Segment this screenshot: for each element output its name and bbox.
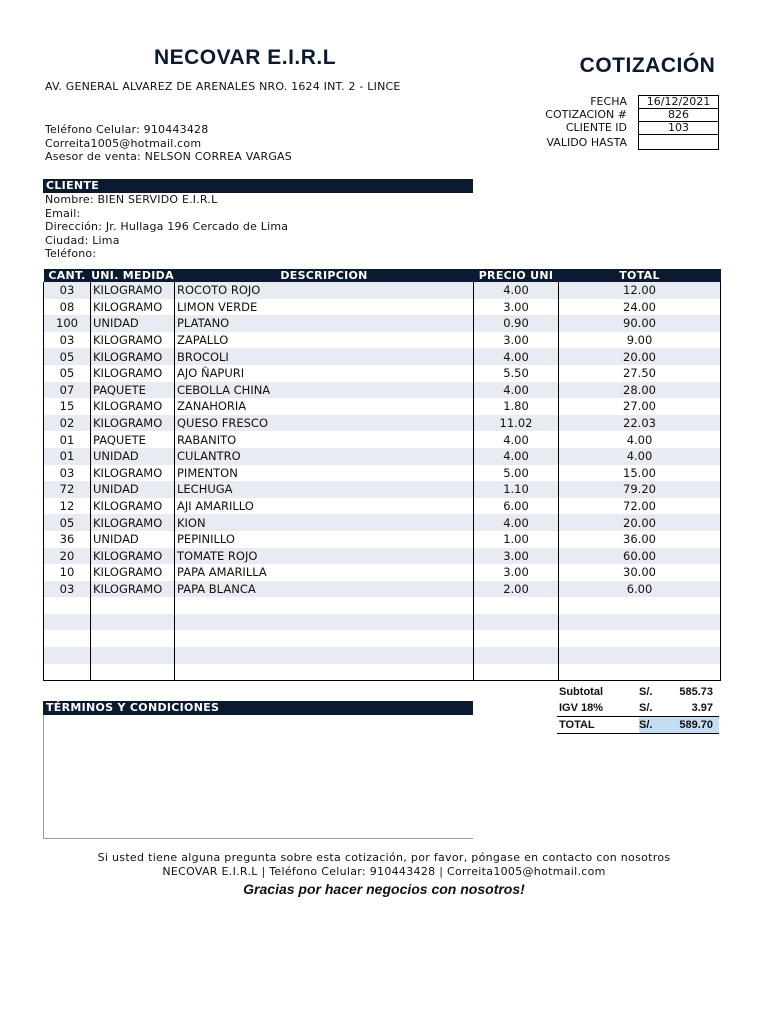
table-row bbox=[44, 514, 721, 531]
cell-unit-price bbox=[474, 664, 559, 681]
cell-unit: KILOGRAMO bbox=[91, 465, 175, 482]
cell-unit-price: 1.80 bbox=[474, 398, 559, 415]
grand-total-label: TOTAL bbox=[557, 717, 639, 734]
cell-unit: KILOGRAMO bbox=[91, 514, 175, 531]
cell-quantity: 05 bbox=[44, 348, 91, 365]
cell-unit: UNIDAD bbox=[91, 531, 175, 548]
cell-unit: KILOGRAMO bbox=[91, 498, 175, 515]
cell-description: PAPA BLANCA bbox=[175, 581, 474, 598]
table-row bbox=[44, 597, 721, 614]
tax-currency: S/. bbox=[639, 702, 653, 714]
cell-description: RABANITO bbox=[175, 431, 474, 448]
cell-unit-price: 1.00 bbox=[474, 531, 559, 548]
cell-quantity: 01 bbox=[44, 431, 91, 448]
subtotal-value: 585.73 bbox=[679, 686, 713, 698]
cell-total bbox=[559, 597, 721, 614]
table-row bbox=[44, 332, 721, 349]
cell-quantity bbox=[44, 664, 91, 681]
client-phone: Teléfono: bbox=[45, 247, 97, 260]
cell-unit-price: 3.00 bbox=[474, 548, 559, 565]
cell-unit: KILOGRAMO bbox=[91, 299, 175, 316]
subtotal-row bbox=[557, 684, 719, 700]
client-email: Email: bbox=[45, 206, 81, 220]
cell-unit-price: 3.00 bbox=[474, 332, 559, 349]
grand-total-value: 589.70 bbox=[673, 717, 719, 734]
cell-quantity: 08 bbox=[44, 299, 91, 316]
client-city: Ciudad: Lima bbox=[45, 233, 120, 247]
items-table-body bbox=[44, 282, 721, 681]
table-row bbox=[44, 630, 721, 647]
cell-unit-price: 4.00 bbox=[474, 514, 559, 531]
cell-description: PEPINILLO bbox=[175, 531, 474, 548]
meta-value-client-id: 103 bbox=[638, 122, 719, 135]
document-title: COTIZACIÓN bbox=[579, 54, 716, 77]
cell-unit-price: 11.02 bbox=[474, 415, 559, 432]
cell-total: 28.00 bbox=[559, 382, 721, 399]
cell-total: 20.00 bbox=[559, 514, 721, 531]
cell-unit-price: 1.10 bbox=[474, 481, 559, 498]
table-row bbox=[44, 664, 721, 681]
table-row bbox=[44, 398, 721, 415]
cell-total: 22.03 bbox=[559, 415, 721, 432]
cell-description bbox=[175, 630, 474, 647]
cell-unit: KILOGRAMO bbox=[91, 348, 175, 365]
client-section-header: CLIENTE bbox=[43, 179, 473, 193]
tax-row bbox=[557, 700, 719, 717]
table-row bbox=[44, 348, 721, 365]
totals-table bbox=[557, 684, 719, 734]
client-address: Dirección: Jr. Hullaga 196 Cercado de Lima bbox=[45, 220, 289, 233]
cell-description: TOMATE ROJO bbox=[175, 548, 474, 565]
cell-total: 36.00 bbox=[559, 531, 721, 548]
table-row bbox=[44, 282, 721, 299]
cell-description bbox=[175, 597, 474, 614]
company-name: NECOVAR E.I.R.L bbox=[153, 46, 337, 69]
cell-quantity: 03 bbox=[44, 282, 91, 299]
table-row bbox=[44, 382, 721, 399]
cell-unit-price: 3.00 bbox=[474, 299, 559, 316]
cell-unit-price: 4.00 bbox=[474, 282, 559, 299]
meta-label-date: FECHA bbox=[590, 95, 627, 108]
cell-total: 60.00 bbox=[559, 548, 721, 565]
table-row bbox=[44, 415, 721, 432]
column-header-total: TOTAL bbox=[559, 269, 721, 282]
cell-unit: KILOGRAMO bbox=[91, 282, 175, 299]
cell-unit: PAQUETE bbox=[91, 382, 175, 399]
cell-quantity: 03 bbox=[44, 332, 91, 349]
cell-quantity: 02 bbox=[44, 415, 91, 432]
cell-unit-price: 4.00 bbox=[474, 448, 559, 465]
cell-description bbox=[175, 664, 474, 681]
cell-quantity: 03 bbox=[44, 465, 91, 482]
table-row bbox=[44, 431, 721, 448]
footer-thanks: Gracias por hacer negocios con nosotros! bbox=[243, 881, 525, 897]
tax-value: 3.97 bbox=[691, 702, 713, 714]
meta-value-date: 16/12/2021 bbox=[638, 95, 719, 109]
cell-unit-price: 5.00 bbox=[474, 465, 559, 482]
table-row bbox=[44, 548, 721, 565]
cell-total: 6.00 bbox=[559, 581, 721, 598]
cell-unit: KILOGRAMO bbox=[91, 564, 175, 581]
cell-quantity: 07 bbox=[44, 382, 91, 399]
cell-description: PIMENTON bbox=[175, 465, 474, 482]
cell-unit bbox=[91, 647, 175, 664]
cell-unit: KILOGRAMO bbox=[91, 398, 175, 415]
cell-total: 27.50 bbox=[559, 365, 721, 382]
cell-total: 72.00 bbox=[559, 498, 721, 515]
cell-total bbox=[559, 630, 721, 647]
cell-unit: KILOGRAMO bbox=[91, 548, 175, 565]
cell-total: 90.00 bbox=[559, 315, 721, 332]
cell-description: ROCOTO ROJO bbox=[175, 282, 474, 299]
grand-total-row bbox=[557, 717, 719, 734]
table-row bbox=[44, 465, 721, 482]
column-header-unit: UNI. MEDIDA bbox=[91, 269, 174, 282]
cell-description: PLATANO bbox=[175, 315, 474, 332]
cell-quantity: 05 bbox=[44, 365, 91, 382]
cell-quantity bbox=[44, 630, 91, 647]
cell-unit-price: 6.00 bbox=[474, 498, 559, 515]
cell-quantity: 12 bbox=[44, 498, 91, 515]
cell-description: PAPA AMARILLA bbox=[175, 564, 474, 581]
client-info bbox=[45, 193, 288, 261]
cell-quantity: 72 bbox=[44, 481, 91, 498]
tax-label: IGV 18% bbox=[559, 702, 604, 714]
cell-quantity: 15 bbox=[44, 398, 91, 415]
cell-description: CEBOLLA CHINA bbox=[175, 382, 474, 399]
cell-unit-price: 0.90 bbox=[474, 315, 559, 332]
quote-meta-labels bbox=[500, 95, 627, 155]
cell-description: QUESO FRESCO bbox=[175, 415, 474, 432]
cell-quantity: 100 bbox=[44, 315, 91, 332]
cell-quantity: 03 bbox=[44, 581, 91, 598]
cell-total: 15.00 bbox=[559, 465, 721, 482]
sales-advisor: Asesor de venta: NELSON CORREA VARGAS bbox=[45, 150, 292, 163]
cell-total: 30.00 bbox=[559, 564, 721, 581]
column-header-quantity: CANT. bbox=[44, 269, 91, 282]
cell-unit bbox=[91, 614, 175, 631]
cell-description: AJI AMARILLO bbox=[175, 498, 474, 515]
cell-unit-price bbox=[474, 647, 559, 664]
cell-unit-price: 4.00 bbox=[474, 431, 559, 448]
table-row bbox=[44, 531, 721, 548]
cell-unit bbox=[91, 597, 175, 614]
cell-unit: PAQUETE bbox=[91, 431, 175, 448]
terms-content-box bbox=[43, 715, 473, 839]
meta-value-valid-until bbox=[638, 135, 719, 150]
grand-total-currency: S/. bbox=[639, 717, 673, 734]
meta-value-quote-number: 826 bbox=[638, 109, 719, 122]
meta-label-quote-number: COTIZACION # bbox=[545, 108, 627, 121]
cell-description: AJO ÑAPURI bbox=[175, 365, 474, 382]
cell-total: 27.00 bbox=[559, 398, 721, 415]
cell-unit-price: 3.00 bbox=[474, 564, 559, 581]
company-address: AV. GENERAL ALVAREZ DE ARENALES NRO. 1624 INT. 2 - LINCE bbox=[45, 80, 401, 93]
cell-unit: UNIDAD bbox=[91, 481, 175, 498]
items-table-header bbox=[44, 269, 721, 282]
table-row bbox=[44, 365, 721, 382]
client-name: Nombre: BIEN SERVIDO E.I.R.L bbox=[45, 193, 218, 206]
cell-quantity: 05 bbox=[44, 514, 91, 531]
company-phone: Teléfono Celular: 910443428 bbox=[45, 123, 209, 136]
cell-quantity: 01 bbox=[44, 448, 91, 465]
cell-unit: UNIDAD bbox=[91, 448, 175, 465]
cell-unit-price: 4.00 bbox=[474, 382, 559, 399]
cell-unit: KILOGRAMO bbox=[91, 332, 175, 349]
table-row bbox=[44, 581, 721, 598]
cell-total: 20.00 bbox=[559, 348, 721, 365]
cell-quantity: 20 bbox=[44, 548, 91, 565]
cell-total: 24.00 bbox=[559, 299, 721, 316]
cell-unit-price bbox=[474, 630, 559, 647]
company-email: Correita1005@hotmail.com bbox=[45, 136, 202, 150]
cell-unit-price: 2.00 bbox=[474, 581, 559, 598]
table-row bbox=[44, 299, 721, 316]
table-row bbox=[44, 448, 721, 465]
column-header-unit-price: PRECIO UNI bbox=[474, 269, 559, 282]
cell-total bbox=[559, 647, 721, 664]
cell-unit: UNIDAD bbox=[91, 315, 175, 332]
cell-unit: KILOGRAMO bbox=[91, 581, 175, 598]
table-row bbox=[44, 614, 721, 631]
table-row bbox=[44, 315, 721, 332]
cell-total: 9.00 bbox=[559, 332, 721, 349]
terms-section-header: TÉRMINOS Y CONDICIONES bbox=[43, 701, 473, 715]
cell-unit-price: 4.00 bbox=[474, 348, 559, 365]
cell-description: BROCOLI bbox=[175, 348, 474, 365]
cell-unit-price bbox=[474, 597, 559, 614]
cell-description: ZANAHORIA bbox=[175, 398, 474, 415]
table-row bbox=[44, 481, 721, 498]
cell-description: ZAPALLO bbox=[175, 332, 474, 349]
subtotal-label: Subtotal bbox=[559, 686, 603, 698]
table-row bbox=[44, 564, 721, 581]
company-contact bbox=[45, 123, 292, 164]
cell-unit: KILOGRAMO bbox=[91, 415, 175, 432]
cell-total: 4.00 bbox=[559, 448, 721, 465]
table-row bbox=[44, 647, 721, 664]
footer-contact-note: Si usted tiene alguna pregunta sobre esta cotización, por favor, póngase en contacto con nosotros bbox=[97, 851, 671, 864]
cell-unit bbox=[91, 664, 175, 681]
cell-description: LIMON VERDE bbox=[175, 299, 474, 316]
cell-unit-price: 5.50 bbox=[474, 365, 559, 382]
cell-description bbox=[175, 647, 474, 664]
cell-quantity: 36 bbox=[44, 531, 91, 548]
cell-total bbox=[559, 614, 721, 631]
cell-total: 4.00 bbox=[559, 431, 721, 448]
cell-quantity bbox=[44, 597, 91, 614]
cell-description bbox=[175, 614, 474, 631]
cell-quantity: 10 bbox=[44, 564, 91, 581]
footer-company-contact: NECOVAR E.I.R.L | Teléfono Celular: 910443428 | Correita1005@hotmail.com bbox=[162, 865, 606, 878]
cell-description: LECHUGA bbox=[175, 481, 474, 498]
cell-quantity bbox=[44, 647, 91, 664]
cell-unit: KILOGRAMO bbox=[91, 365, 175, 382]
cell-unit bbox=[91, 630, 175, 647]
table-row bbox=[44, 498, 721, 515]
items-table bbox=[43, 269, 721, 681]
cell-total bbox=[559, 664, 721, 681]
column-header-description: DESCRIPCION bbox=[175, 269, 474, 282]
footer bbox=[0, 851, 768, 898]
meta-label-valid-until: VALIDO HASTA bbox=[546, 136, 627, 149]
cell-description: CULANTRO bbox=[175, 448, 474, 465]
subtotal-currency: S/. bbox=[639, 686, 653, 698]
meta-label-client-id: CLIENTE ID bbox=[565, 121, 627, 134]
cell-total: 79.20 bbox=[559, 481, 721, 498]
cell-total: 12.00 bbox=[559, 282, 721, 299]
cell-quantity bbox=[44, 614, 91, 631]
quote-meta-values bbox=[638, 95, 719, 150]
cell-unit-price bbox=[474, 614, 559, 631]
cell-description: KION bbox=[175, 514, 474, 531]
